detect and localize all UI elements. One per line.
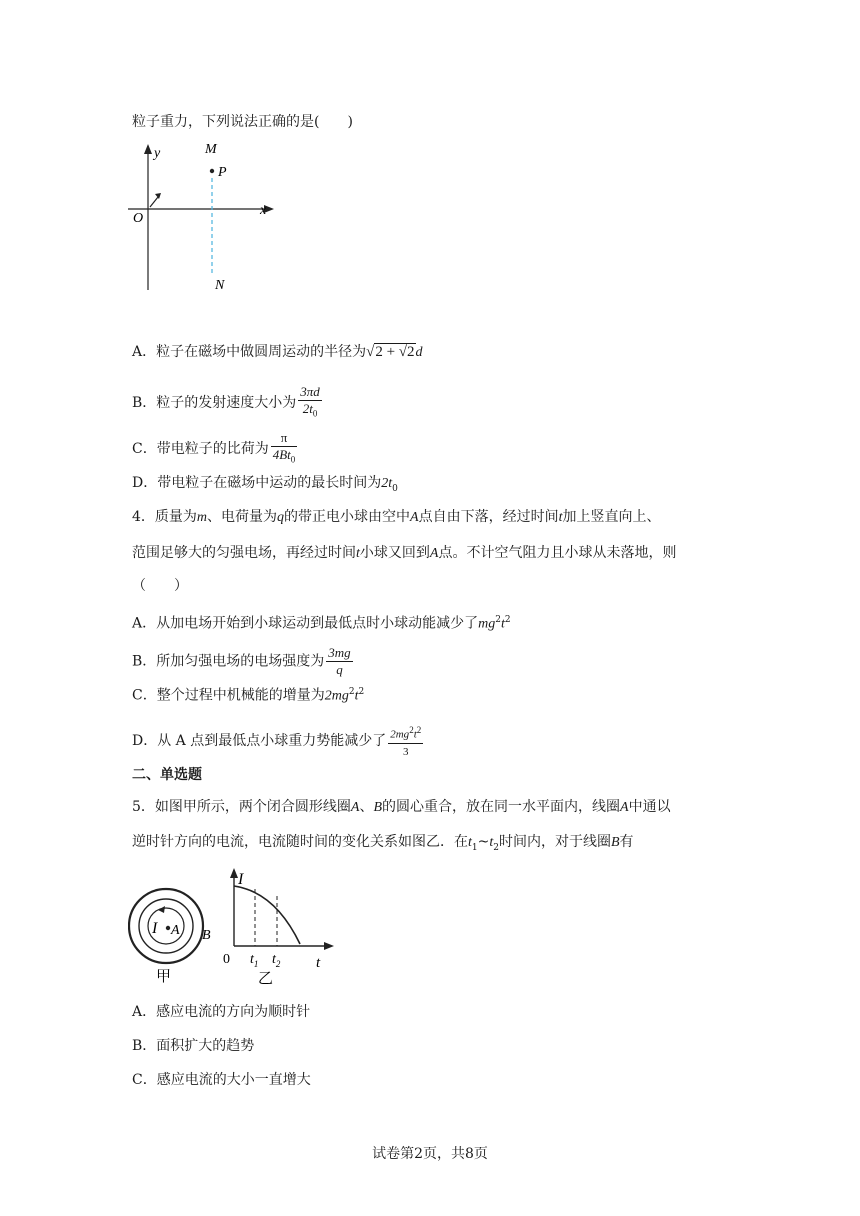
graph-t2-sub: 2 bbox=[275, 959, 281, 969]
coil-b-label: B bbox=[202, 928, 211, 943]
graph-origin-label: 0 bbox=[223, 952, 230, 967]
point-m-label: M bbox=[205, 142, 217, 157]
section-heading: 二、单选题 bbox=[132, 767, 202, 783]
x-axis-label: x bbox=[260, 203, 267, 218]
q5-stem-line-1: 5．如图甲所示，两个闭合圆形线圈A、B的圆心重合，放在同一水平面内，线圈A中通以 bbox=[132, 799, 671, 815]
q3-option-d: D．带电粒子在磁场中运动的最长时间为$2t_0$ bbox=[132, 475, 398, 494]
q3-option-b: B．粒子的发射速度大小为 $\frac{3\pi d}{2t_0}$ bbox=[132, 384, 320, 419]
graph-axis-t-label: t bbox=[316, 955, 321, 971]
graph-t1-sub: 1 bbox=[253, 959, 259, 969]
graph-t2-label: t bbox=[272, 952, 276, 967]
q5-option-a: A．感应电流的方向为顺时针 bbox=[132, 1004, 311, 1020]
q3-option-a: A．粒子在磁场中做圆周运动的半径为√2 + √2d bbox=[132, 344, 423, 360]
svg-text:t1 bbox=[250, 952, 258, 969]
q4-stem-line-2: 范围足够大的匀强电场，再经过时间t小球又回到A点。不计空气阻力且小球从未落地，则 bbox=[132, 545, 677, 561]
y-axis-label: y bbox=[154, 146, 161, 161]
figure-yi-label: 乙 bbox=[258, 971, 274, 987]
q5-figure-coils bbox=[128, 876, 218, 986]
q4-option-d: D．从 A 点到最低点小球重力势能减少了 $\frac{2mg^2t^2}{3}$ bbox=[132, 722, 423, 760]
q5-option-b: B．面积扩大的趋势 bbox=[132, 1038, 255, 1054]
q5-stem-line-2: 逆时针方向的电流，电流随时间的变化关系如图乙．在$t_1\sim t_2$时间内，对于线圈B有 bbox=[132, 834, 634, 853]
origin-label: O bbox=[133, 211, 144, 226]
coil-current-label: I bbox=[152, 920, 158, 937]
q4-stem-line-1: 4．质量为m、电荷量为q的带正电小球由空中A点自由下落，经过时间t加上竖直向上、 bbox=[132, 509, 661, 525]
figure-jia-label: 甲 bbox=[156, 969, 172, 985]
page-footer: 试卷第2页，共8页 bbox=[372, 1146, 488, 1162]
graph-t1-label: t bbox=[250, 952, 254, 967]
q4-answer-blank: （ ） bbox=[132, 578, 188, 594]
point-n-label: N bbox=[215, 278, 225, 290]
q4-option-b: B．所加匀强电场的电场强度为 $\frac{3mg}{q}$ bbox=[132, 645, 351, 677]
q3-figure-coordinate-diagram bbox=[128, 140, 278, 290]
point-p-label: P bbox=[218, 165, 227, 180]
q3-option-c: C．带电粒子的比荷为 $\frac{\pi}{4Bt_0}$ bbox=[132, 430, 296, 465]
graph-axis-i-label: I bbox=[238, 871, 244, 888]
q4-option-a: A．从加电场开始到小球运动到最低点时小球动能减少了$mg^2t^2$ bbox=[132, 615, 511, 632]
q5-option-c: C．感应电流的大小一直增大 bbox=[132, 1072, 311, 1088]
q3-stem-tail: 粒子重力，下列说法正确的是( ) bbox=[132, 114, 353, 130]
q4-option-c: C．整个过程中机械能的增量为$2mg^2t^2$ bbox=[132, 687, 365, 704]
coil-a-label: A bbox=[171, 923, 180, 938]
q5-figure-current-graph bbox=[220, 866, 340, 990]
svg-text:t2 bbox=[272, 952, 281, 969]
